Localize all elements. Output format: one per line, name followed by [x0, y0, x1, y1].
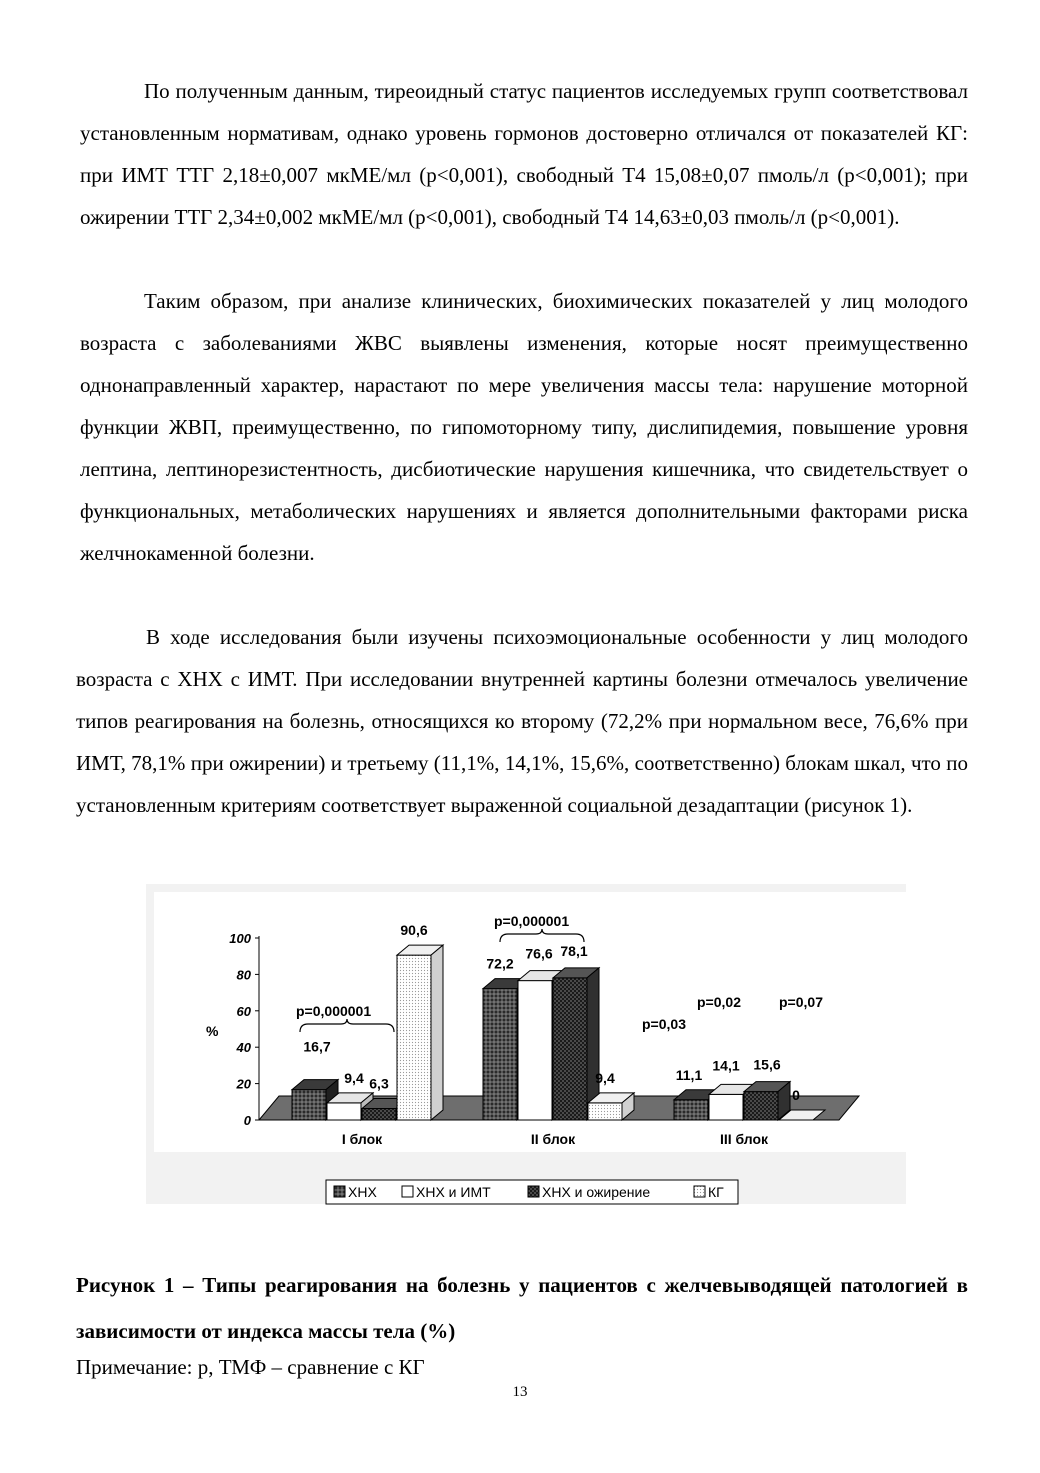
significance-annotation: p=0,02	[697, 994, 741, 1010]
x-tick-label: II блок	[530, 1131, 576, 1147]
data-label: 76,6	[525, 945, 553, 962]
legend-item	[402, 1184, 491, 1200]
significance-annotation: p=0,03	[642, 1016, 686, 1032]
x-tick-label: III блок	[719, 1131, 769, 1147]
paragraph-3: В ходе исследования были изучены психоэмоциональные особенности у лиц молодого возраста с ХНХ с ИМТ. При исследовании внутренней картины болезни отмечалось увеличение типов реагирования на болезнь, относящихся ко второму (72,2% при нормальном весе, 76,6% при ИМТ, 78,1% при ожирении) и третьему (11,1%, 14,1%, 15,6%, соответственно) блокам шкал, что по установленным критериям соответствует выраженной социальной дезадаптации (рисунок 1).	[76, 625, 968, 817]
y-tick-label: 80	[236, 967, 251, 983]
chart-legend	[326, 1180, 738, 1204]
data-label: 16,7	[303, 1038, 331, 1055]
legend-label: КГ	[708, 1184, 724, 1200]
data-label: 6,3	[369, 1075, 389, 1092]
figure-caption: Рисунок 1 – Типы реагирования на болезнь у пациентов с желчевыводящей патологией в зависимости от индекса массы тела (%)	[76, 1273, 968, 1343]
page-number: 13	[512, 1384, 528, 1400]
y-tick-label: 40	[236, 1040, 251, 1056]
significance-annotation: p=0,000001	[296, 1003, 372, 1019]
legend-label: ХНХ	[348, 1184, 377, 1200]
data-label: 14,1	[712, 1057, 740, 1074]
bar	[744, 1082, 790, 1120]
data-label: 78,1	[560, 942, 588, 959]
y-axis-label: %	[206, 1023, 219, 1039]
y-tick-label: 20	[236, 1076, 251, 1092]
data-label: 72,2	[486, 955, 514, 972]
legend-item	[528, 1184, 650, 1200]
bar	[588, 1093, 634, 1120]
figure-note: Примечание: р, ТМФ – сравнение с КГ	[76, 1355, 425, 1379]
legend-label: ХНХ и ИМТ	[416, 1184, 491, 1200]
y-tick-label: 60	[236, 1003, 251, 1019]
data-label: 90,6	[400, 922, 428, 939]
bar	[553, 968, 599, 1120]
data-label: 11,1	[675, 1066, 703, 1083]
data-label: 15,6	[753, 1056, 781, 1073]
data-label: 9,4	[344, 1069, 364, 1086]
x-tick-label: I блок	[341, 1131, 383, 1147]
paragraph-2: Таким образом, при анализе клинических, биохимических показателей у лиц молодого возраста с заболеваниями ЖВС выявлены изменения, которые носят преимущественно однонаправленный характер, нарастают по мере увеличения массы тела: нарушение моторной функции ЖВП, преимущественно, по гипомоторному типу, дислипидемия, повышение уровня лептина, лептинорезистентность, дисбиотические нарушения кишечника, что свидетельствует о функциональных, метаболических нарушениях и является дополнительными факторами риска желчнокаменной болезни.	[80, 289, 968, 565]
data-label: 9,4	[595, 1069, 615, 1086]
data-label: 0	[792, 1087, 800, 1103]
paragraph-1: По полученным данным, тиреоидный статус пациентов исследуемых групп соответствовал установленным нормативам, однако уровень гормонов достоверно отличался от показателей КГ: при ИМТ ТТГ 2,18±0,007 мкМЕ/мл (р<0,001), свободный Т4 15,08±0,07 пмоль/л (р<0,001); при ожирении ТТГ 2,34±0,002 мкМЕ/мл (р<0,001), свободный Т4 14,63±0,03 пмоль/л (р<0,001).	[80, 79, 968, 229]
bar	[397, 945, 443, 1120]
legend-label: ХНХ и ожирение	[542, 1184, 651, 1200]
y-tick-label: 100	[229, 931, 251, 946]
significance-annotation: p=0,000001	[494, 913, 570, 929]
y-tick-label: 0	[243, 1113, 251, 1128]
significance-annotation: p=0,07	[779, 994, 823, 1010]
